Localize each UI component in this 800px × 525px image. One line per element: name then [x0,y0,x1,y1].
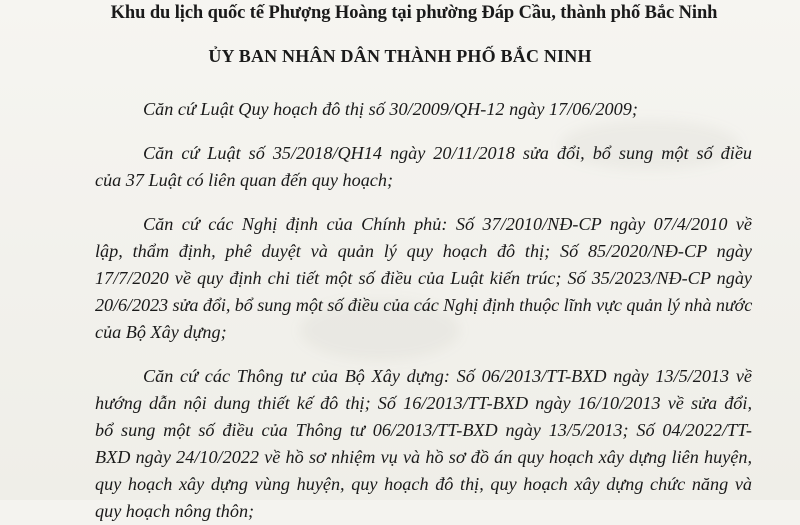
document-body [95,96,752,525]
text-line: bổ sung một số điều của Thông tư 06/2013/TT-BXD ngày 13/5/2013; Số 04/2022/TT- [95,420,752,440]
text-line: 17/7/2020 về quy định chi tiết một số điều của Luật kiến trúc; Số 35/2023/NĐ-CP ngày [95,268,752,288]
issuing-authority: ỦY BAN NHÂN DÂN THÀNH PHỐ BẮC NINH [208,46,592,66]
legal-basis-paragraph [95,140,752,194]
text-line: BXD ngày 24/10/2022 về hồ sơ nhiệm vụ và hồ sơ đồ án quy hoạch xây dựng liên huyện, [95,447,752,467]
legal-basis-paragraph [95,211,752,346]
text-line: quy hoạch xây dựng vùng huyện, quy hoạch đô thị, quy hoạch xây dựng chức năng và [95,474,752,494]
text-line: Căn cứ Luật số 35/2018/QH14 ngày 20/11/2018 sửa đổi, bổ sung một số điều [143,143,752,163]
document-heading [0,2,800,24]
text-line: lập, thẩm định, phê duyệt và quản lý quy hoạch đô thị; Số 85/2020/NĐ-CP ngày [95,241,752,261]
text-line: quy hoạch nông thôn; [95,501,255,521]
text-line: hướng dẫn nội dung thiết kế đô thị; Số 16/2013/TT-BXD ngày 16/10/2013 về sửa đổi, [95,393,752,413]
legal-basis-paragraph [95,363,752,525]
legal-basis-paragraph [95,96,752,123]
heading-text: Khu du lịch quốc tế Phượng Hoàng tại phường Đáp Cầu, thành phố Bắc Ninh [110,3,718,23]
text-line: Căn cứ Luật Quy hoạch đô thị số 30/2009/QH-12 ngày 17/06/2009; [143,99,638,119]
text-line: 20/6/2023 sửa đổi, bổ sung một số điều của các Nghị định thuộc lĩnh vực quản lý nhà nước [95,295,753,315]
text-line: Căn cứ các Thông tư của Bộ Xây dựng: Số 06/2013/TT-BXD ngày 13/5/2013 về [143,366,752,386]
text-line: của Bộ Xây dựng; [95,322,227,342]
text-line: của 37 Luật có liên quan đến quy hoạch; [95,170,394,190]
text-line: Căn cứ các Nghị định của Chính phủ: Số 37/2010/NĐ-CP ngày 07/4/2010 về [143,214,752,234]
